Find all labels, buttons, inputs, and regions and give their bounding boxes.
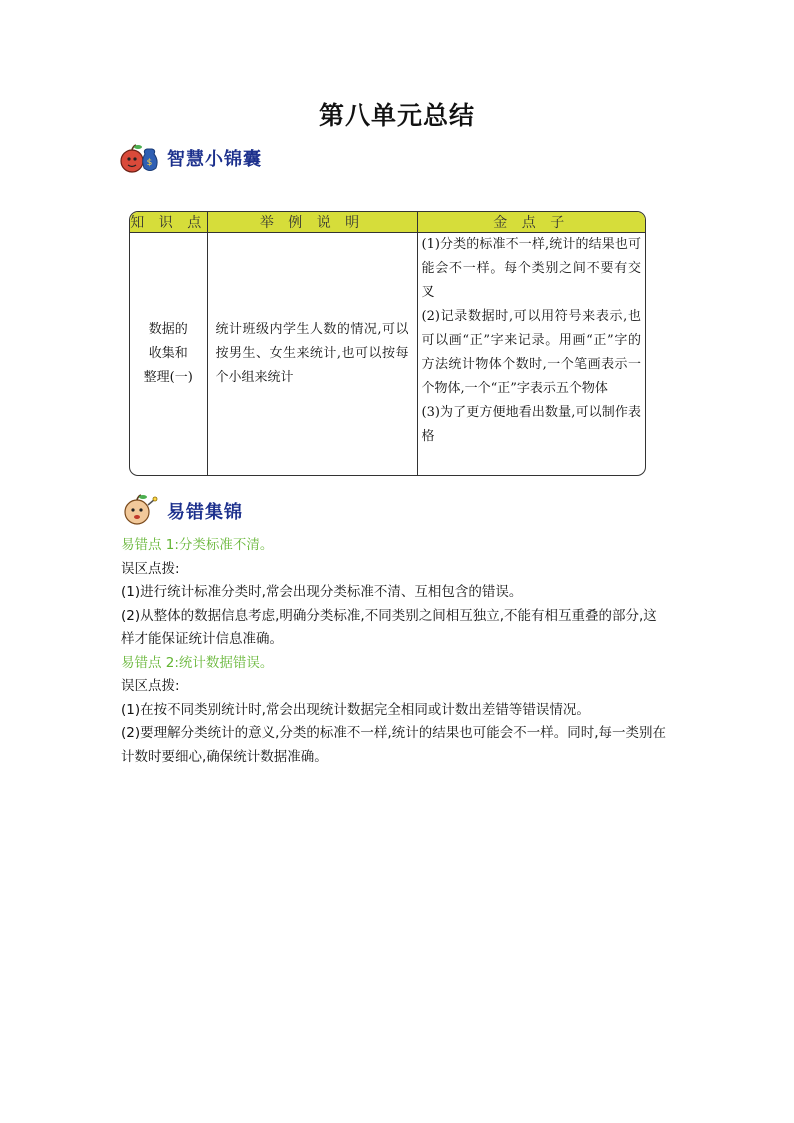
header-knowledge: 知 识 点 xyxy=(130,212,207,233)
section-header-errors xyxy=(119,493,243,529)
apple-with-moneybag-icon xyxy=(119,140,159,176)
error-heading: 易错点 2:统计数据错误。 xyxy=(121,654,274,671)
errors-section xyxy=(121,534,681,769)
tip-item: (2)记录数据时,可以用符号来表示,也可以画“正”字来记录。用画“正”字的方法统计物体个数时,一个笔画表示一个物体,一个“正”字表示五个物体 xyxy=(421,309,641,396)
knowledge-table xyxy=(129,211,646,476)
error-point: (2)要理解分类统计的意义,分类的标准不一样,统计的结果也可能会不一样。同时,每一类别在计数时要细心,确保统计数据准确。 xyxy=(121,725,666,765)
section-header-tips xyxy=(119,140,262,176)
table-row xyxy=(130,233,645,476)
svg-text:$: $ xyxy=(146,158,153,168)
header-example: 举 例 说 明 xyxy=(207,212,417,233)
knowledge-line: 收集和 xyxy=(148,346,188,361)
error-point: (2)从整体的数据信息考虑,明确分类标准,不同类别之间相互独立,不能有相互重叠的部分,这样才能保证统计信息准确。 xyxy=(121,607,657,647)
tip-item: (3)为了更方便地看出数量,可以制作表格 xyxy=(421,405,641,444)
cell-knowledge xyxy=(130,233,207,476)
error-intro: 误区点拨: xyxy=(121,560,180,577)
knowledge-line: 数据的 xyxy=(148,322,188,337)
page-title: 第八单元总结 xyxy=(318,101,475,130)
error-point: (1)在按不同类别统计时,常会出现统计数据完全相同或计数出差错等错误情况。 xyxy=(121,701,590,718)
table-header-row xyxy=(130,212,645,233)
cell-example: 统计班级内学生人数的情况,可以按男生、女生来统计,也可以按每个小组来统计 xyxy=(207,233,417,476)
cell-tips xyxy=(417,233,645,476)
section-title-tips: 智慧小锦囊 xyxy=(167,149,262,170)
error-intro: 误区点拨: xyxy=(121,678,180,694)
section-title-errors: 易错集锦 xyxy=(167,502,243,523)
error-heading: 易错点 1:分类标准不清。 xyxy=(121,537,274,553)
error-point: (1)进行统计标准分类时,常会出现分类标准不清、互相包含的错误。 xyxy=(121,584,523,600)
apple-mascot-icon xyxy=(119,493,159,529)
tip-item: (1)分类的标准不一样,统计的结果也可能会不一样。每个类别之间不要有交叉 xyxy=(421,237,641,300)
knowledge-line: 整理(一) xyxy=(143,370,193,385)
header-tips: 金 点 子 xyxy=(417,212,645,233)
